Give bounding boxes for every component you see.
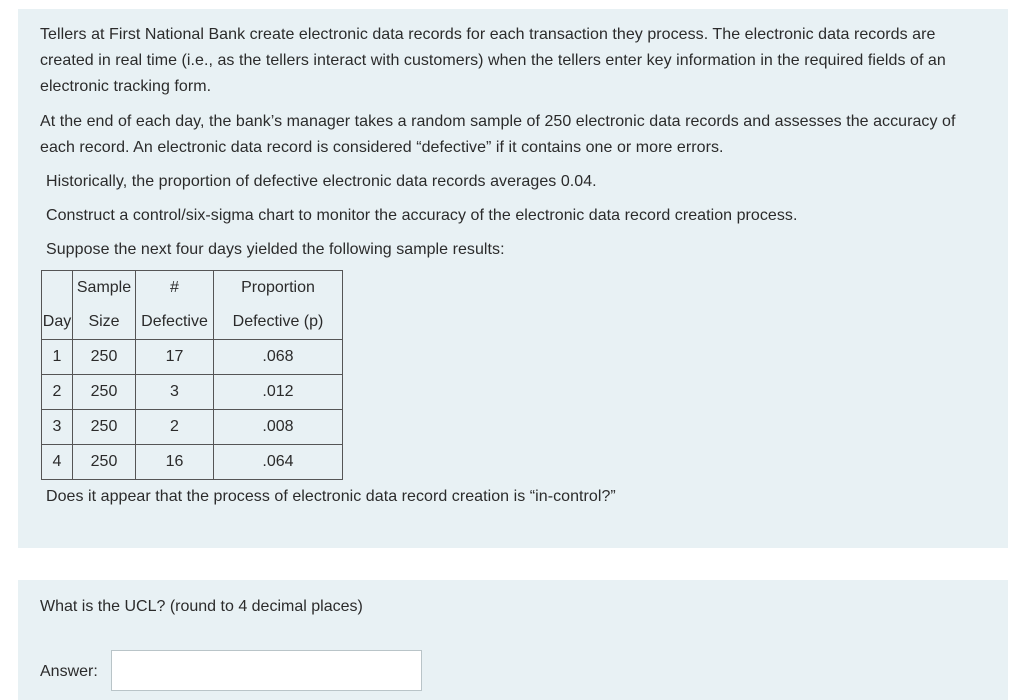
- table-header-cell: Proportion: [214, 271, 343, 306]
- table-cell-day: 3: [42, 410, 73, 445]
- table-header-cell: Size: [73, 305, 136, 340]
- table-cell-size: 250: [73, 340, 136, 375]
- table-cell-proportion: .012: [214, 375, 343, 410]
- table-header-cell: Defective: [136, 305, 214, 340]
- table-cell-size: 250: [73, 375, 136, 410]
- sample-results-table: [41, 270, 343, 480]
- question-panel: [18, 9, 1008, 548]
- answer-input[interactable]: [111, 650, 422, 691]
- table-header-row: [42, 271, 343, 306]
- table-cell-size: 250: [73, 445, 136, 480]
- question-paragraph-1: Tellers at First National Bank create electronic data records for each transaction they process. The electronic data records are created in real time (i.e., as the tellers interact with customers) when the tellers enter key information in the required fields of an electronic tracking form.: [40, 26, 946, 95]
- table-cell-defective: 2: [136, 410, 214, 445]
- answer-panel: [18, 580, 1008, 700]
- table-cell-day: 2: [42, 375, 73, 410]
- question-paragraph-6: Does it appear that the process of electronic data record creation is “in-control?”: [46, 488, 616, 505]
- table-cell-proportion: .068: [214, 340, 343, 375]
- table-header-cell: #: [136, 271, 214, 306]
- table-row: [42, 375, 343, 410]
- table-row: [42, 340, 343, 375]
- question-paragraph-2: At the end of each day, the bank’s manager takes a random sample of 250 electronic data records and assesses the accuracy of each record. An electronic data record is considered “defective” if it contains one or more errors.: [40, 113, 956, 156]
- table-cell-defective: 3: [136, 375, 214, 410]
- table-row: [42, 410, 343, 445]
- table-cell-day: 4: [42, 445, 73, 480]
- table-header-cell: [42, 271, 73, 306]
- table-header-cell: Day: [42, 305, 73, 340]
- table-cell-defective: 16: [136, 445, 214, 480]
- table-row: [42, 445, 343, 480]
- question-paragraph-4: Construct a control/six-sigma chart to monitor the accuracy of the electronic data record creation process.: [46, 207, 798, 224]
- ucl-question-label: What is the UCL? (round to 4 decimal places): [40, 598, 363, 615]
- question-paragraph-3: Historically, the proportion of defective electronic data records averages 0.04.: [46, 173, 597, 190]
- table-cell-proportion: .064: [214, 445, 343, 480]
- table-header-cell: Sample: [73, 271, 136, 306]
- table-header-cell: Defective (p): [214, 305, 343, 340]
- table-cell-proportion: .008: [214, 410, 343, 445]
- answer-label: Answer:: [40, 663, 98, 680]
- table-header-row: [42, 305, 343, 340]
- table-cell-size: 250: [73, 410, 136, 445]
- question-paragraph-5: Suppose the next four days yielded the following sample results:: [46, 241, 505, 258]
- table-cell-defective: 17: [136, 340, 214, 375]
- table-cell-day: 1: [42, 340, 73, 375]
